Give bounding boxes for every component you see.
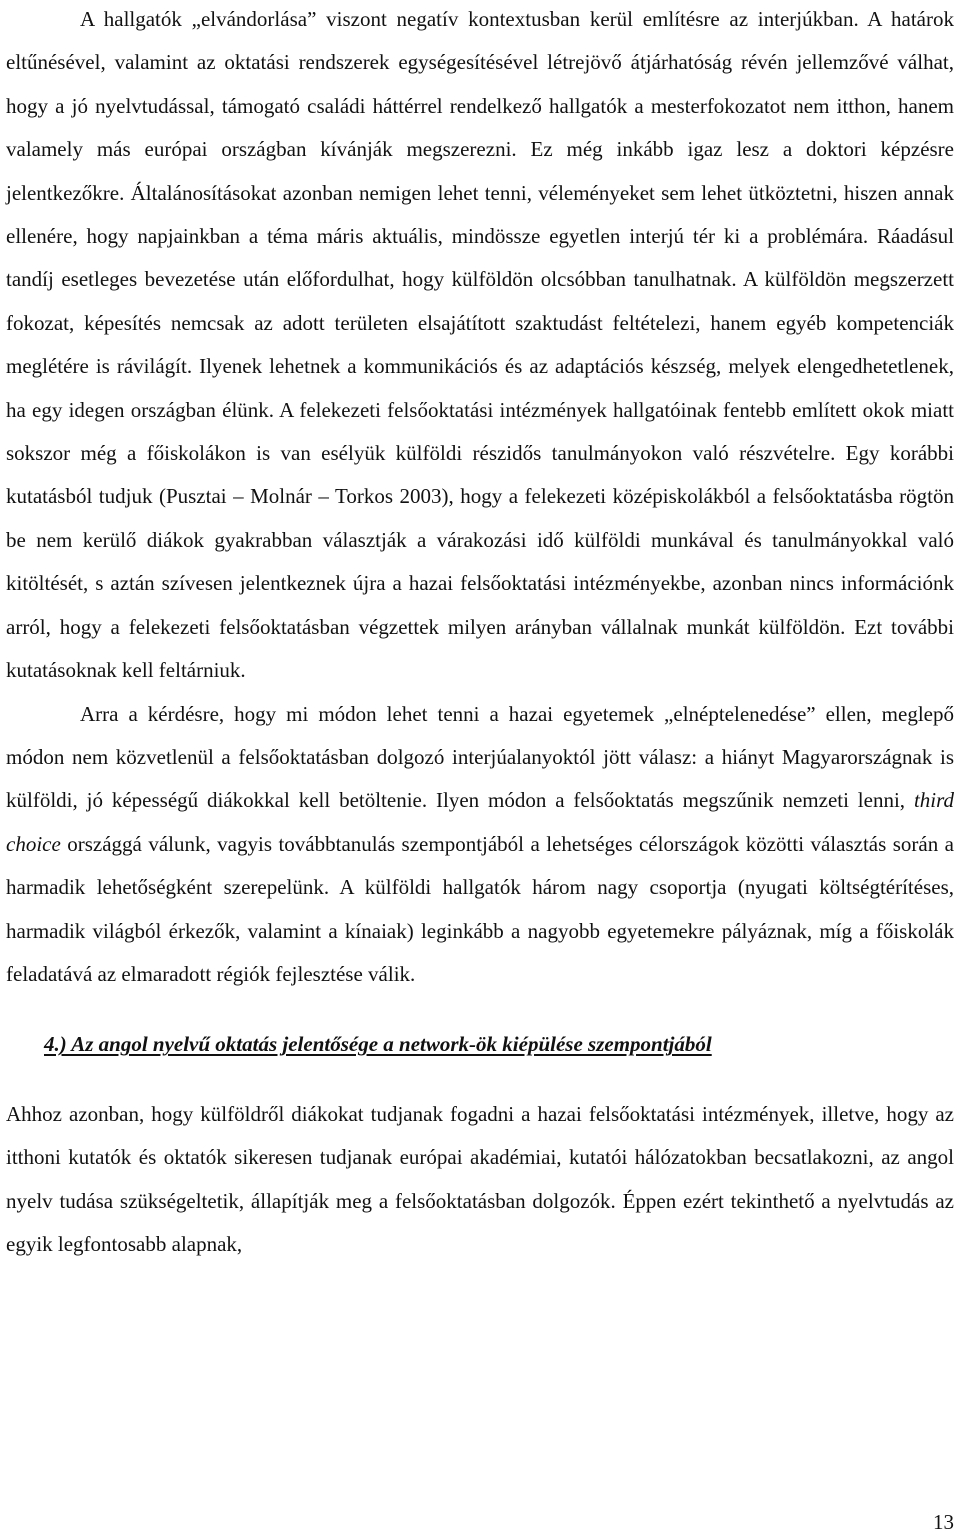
page-number: 13 [933,1510,954,1534]
paragraph-elvandorlas [6,0,954,693]
section-heading: 4.) Az angol nyelvű oktatás jelentősége a network-ök kiépülése szempontjából [44,1032,712,1057]
paragraph-angol-nyelv: Ahhoz azonban, hogy külföldről diákokat tudjanak fogadni a hazai felsőoktatási intézmények, illetve, hogy az itthoni kutatók és oktatók sikeresen tudjanak európai akadémiai, kutatói hálózatokban becsatlakozni, az angol nyelv tudása szükségeltetik, állapítják meg a felsőoktatásban dolgozók. Éppen ezért tekinthető a nyelvtudás az egyik legfontosabb alapnak, [6,1101,954,1256]
paragraph-elnepteledes [6,693,954,997]
italic-term: third choice [6,788,954,856]
paragraph-text: A hallgatók „elvándorlása” viszont negatív kontextusban kerül említésre az interjúkban. A határok eltűnésével, valamint az oktatási rendszerek egységesítésével létrejövő átjárhatóság révén jellemzővé válhat, hogy a jó nyelvtudással, támogató családi háttérrel rendelkező hallgatók a mesterfokozatot nem itthon, hanem valamely más európai országban kívánják megszerezni. Ez még inkább igaz lesz a doktori képzésre jelentkezőkre. Általánosításokat azonban nemigen lehet tenni, véleményeket sem lehet ütköztetni, hiszen annak ellenére, hogy napjainkban a téma máris aktuális, mindössze egyetlen interjú tér ki a problémára. Ráadásul tandíj esetleges bevezetése után előfordulhat, hogy külföldön olcsóbban tanulhatnak. A külföldön megszerzett fokozat, képesítés nemcsak az adott területen elsajátított szaktudást feltételezi, hanem egyéb kompetenciák meglétére is rávilágít. Ilyenek lehetnek a kommunikációs és az adaptációs készség, melyek elengedhetetlenek, ha egy idegen országban élünk. A felekezeti felsőoktatási intézmények hallgatóinak fentebb említett okok miatt sokszor még a főiskolákon is van esélyük külföldi részidős tanulmányokon való részvételre. Egy korábbi kutatásból tudjuk (Pusztai – Molnár – Torkos 2003), hogy a felekezeti középiskolákból a felsőoktatásba rögtön be nem kerülő diákok gyakrabban választják a várakozási idő külföldi munkával és tanulmányokkal való kitöltését, s aztán szívesen jelentkeznek újra a hazai felsőoktatási intézményekbe, azonban nincs információnk arról, hogy a felekezeti felsőoktatásban végzettek milyen arányban vállalnak munkát külföldön. Ezt további kutatásoknak kell feltárniuk. [6,7,954,683]
paragraph-text: országgá válunk, vagyis továbbtanulás szempontjából a lehetséges célországok közötti választás során a harmadik lehetőségként szerepelünk. A külföldi hallgatók három nagy csoportja (nyugati költségtérítéses, harmadik világból érkezők, valamint a kínaiak) leginkább a nagyobb egyetemekre pályáznak, míg a főiskolák feladatává az elmaradott régiók fejlesztése válik. [6,831,954,986]
page-body [6,0,954,1266]
paragraph-text: Arra a kérdésre, hogy mi módon lehet tenni a hazai egyetemek „elnéptelenedése” ellen, meglepő módon nem közvetlenül a felsőoktatásban dolgozó interjúalanyoktól jött válasz: a hiányt Magyarországnak is külföldi, jó képességű diákokkal kell betöltenie. Ilyen módon a felsőoktatás megszűnik nemzeti lenni, [6,701,954,813]
